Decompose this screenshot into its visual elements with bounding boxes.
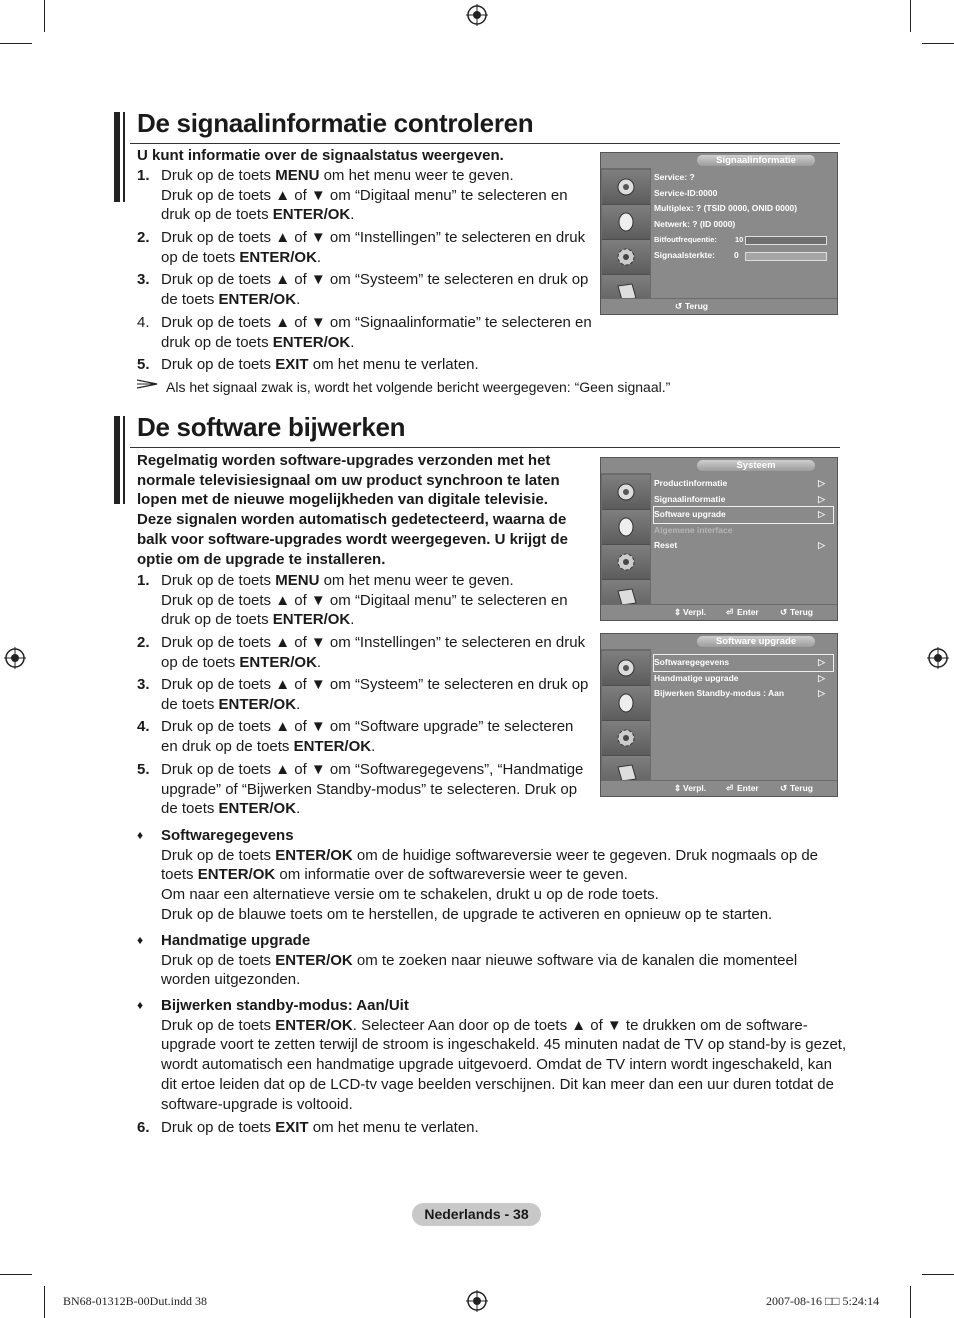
enter-icon: ⏎ (726, 607, 734, 617)
section-accent-bar (114, 416, 120, 504)
print-slug-file: BN68-01312B-00Dut.indd 38 (63, 1294, 207, 1308)
step-3: 3. Druk op de toets ▲ of ▼ om “Systeem” te selecteren en druk op de toets ENTER/OK. (137, 676, 589, 713)
signal-strength-bar (745, 252, 827, 261)
crop-mark (0, 43, 32, 44)
menu-item-algemene-interface[interactable]: Algemene interface (654, 524, 733, 535)
software-upgrade-menu (600, 633, 838, 797)
bullet-diamond-icon: ♦ (137, 998, 144, 1012)
return-icon: ↺ (780, 783, 788, 793)
bullet-diamond-icon: ♦ (137, 828, 144, 842)
section-accent-bar (114, 112, 120, 202)
crop-mark (910, 0, 911, 32)
registration-mark-icon (4, 647, 26, 669)
step-5: 5. Druk op de toets ▲ of ▼ om “Softwaregegevens”, “Handmatige upgrade” of “Bijwerken Standby-modus” te selecteren. Druk op de toets ENTER/OK. (137, 761, 584, 818)
chevron-right-icon: ▷ (818, 493, 825, 504)
step-1: 1. Druk op de toets MENU om het menu weer te geven. Druk op de toets ▲ of ▼ om “Digitaal menu” te selecteren en druk op de toets ENTER/OK. (137, 572, 568, 629)
chevron-right-icon: ▷ (818, 672, 825, 683)
gear-icon (616, 552, 636, 572)
menu-footer (601, 298, 837, 314)
note-arrow-icon (137, 377, 159, 394)
signal-strength-row: Signaalsterkte: 0 (654, 248, 833, 264)
menu-row: Service: ? (654, 172, 695, 182)
step-2: 2. Druk op de toets ▲ of ▼ om “Instellingen” te selecteren en druk op de toets ENTER/OK. (137, 634, 586, 671)
bullet-diamond-icon: ♦ (137, 933, 144, 947)
print-slug-date: 2007-08-16 □□ 5:24:14 (766, 1294, 880, 1308)
bullet-bijwerken-standby: ♦ Bijwerken standby-modus: Aan/Uit Druk op de toets ENTER/OK. Selecteer Aan door op de toets ▲ of ▼ te drukken om de software- upgrade voort te zetten terwijl de stroom is ingeschakeld. 45 minuten nadat de TV op stand-by is gezet, wordt automatisch een handmatige upgrade uitgevoerd. Omdat de TV intern wordt ingeschakeld, kan dit ertoe leiden dat op de LCD-tv vage beelden verschijnen. Dit kan meer dan een uur duren totdat de software-upgrade is voltooid. (137, 997, 847, 1113)
return-label: Terug (790, 607, 813, 617)
menu-item-signaalinformatie[interactable]: Signaalinformatie ▷ (654, 492, 833, 508)
bit-error-value: 10 (735, 235, 744, 244)
menu-title: Systeem (697, 460, 815, 471)
step-4: 4. Druk op de toets ▲ of ▼ om “Software upgrade” te selecteren en druk op de toets ENTER/OK. (137, 718, 574, 755)
section-rule (130, 143, 840, 144)
menu-footer (601, 780, 837, 796)
chevron-right-icon: ▷ (818, 688, 825, 698)
step-3: 3. Druk op de toets ▲ of ▼ om “Systeem” te selecteren en druk op de toets ENTER/OK. (137, 271, 589, 308)
menu-icon-cell (602, 240, 650, 275)
section-rule (130, 447, 840, 448)
menu-icon-column (601, 168, 651, 299)
section-intro: Regelmatig worden software-upgrades verzonden met het normale televisiesignaal om uw product synchroon te laten lopen met de nieuwe mogelijkheden van digitale televisie. Deze signalen worden automatisch gedetecteerd, waarna de balk voor software-upgrades wordt weergegeven. U krijgt de optie om de upgrade te installeren. (137, 452, 568, 568)
crop-mark (44, 1286, 45, 1318)
crop-mark (922, 1274, 954, 1275)
menu-row: Netwerk: ? (ID 0000) (654, 218, 736, 229)
menu-icon-cell (602, 721, 650, 756)
picture-icon (616, 212, 636, 234)
menu-icon-column (601, 649, 651, 781)
chevron-right-icon: ▷ (818, 540, 825, 550)
menu-item-productinformatie[interactable]: Productinformatie ▷ (654, 476, 833, 492)
antenna-dish-icon (616, 177, 636, 197)
menu-title: Software upgrade (697, 636, 815, 647)
move-icon: ⇕ (674, 607, 682, 617)
system-menu (600, 457, 838, 621)
bit-error-row: Bitfoutfrequentie: 10 (654, 232, 833, 248)
section-title: De software bijwerken (137, 412, 406, 442)
menu-icon-cell (602, 651, 650, 686)
chevron-right-icon: ▷ (818, 657, 825, 667)
antenna-dish-icon (616, 658, 636, 678)
move-label: Verpl. (683, 783, 707, 793)
note-text: Als het signaal zwak is, wordt het volgende bericht weergegeven: “Geen signaal.” (166, 379, 671, 395)
step-4: 4. Druk op de toets ▲ of ▼ om “Signaalinformatie” te selecteren en druk op de toets ENTER/OK. (137, 314, 592, 351)
chevron-right-icon: ▷ (818, 478, 825, 488)
menu-row: Service-ID:0000 (654, 187, 718, 198)
menu-item-softwaregegevens[interactable]: Softwaregegevens ▷ (654, 655, 833, 671)
bit-error-bar (745, 236, 827, 245)
bullet-handmatige-upgrade: ♦ Handmatige upgrade Druk op de toets ENTER/OK om te zoeken naar nieuwe software via de kanalen die momenteel worden uitgezonden. (137, 932, 798, 989)
antenna-dish-icon (616, 482, 636, 502)
menu-icon-cell (602, 686, 650, 721)
crop-mark (44, 0, 45, 32)
menu-row: Multiplex: ? (TSID 0000, ONID 0000) (654, 203, 798, 213)
menu-icon-cell (602, 205, 650, 240)
section-accent-bar (123, 112, 125, 202)
signal-strength-value: 0 (734, 249, 739, 260)
menu-footer (601, 604, 837, 620)
registration-mark-icon (466, 4, 488, 26)
enter-label: Enter (737, 607, 759, 617)
menu-item-bijwerken-standby[interactable]: Bijwerken Standby-modus : Aan ▷ (654, 686, 833, 702)
gear-icon (616, 247, 636, 267)
return-label: Terug (790, 783, 813, 793)
bullet-softwaregegevens: ♦ Softwaregegevens Druk op de toets ENTER/OK om de huidige softwareversie weer te gegeven. Druk nogmaals op de toets ENTER/OK om informatie over de softwareversie weer te geven. Om naar een alternatieve versie om te schakelen, drukt u op de rode toets. Druk op de blauwe toets om te herstellen, de upgrade te activeren en opnieuw op te starten. (137, 827, 819, 923)
section-accent-bar (123, 416, 125, 504)
gear-icon (616, 728, 636, 748)
step-6: 6. Druk op de toets EXIT om het menu te verlaten. (137, 1119, 479, 1136)
menu-item-software-upgrade[interactable]: Software upgrade ▷ (654, 507, 833, 523)
return-icon: ↺ (675, 301, 683, 311)
crop-mark (910, 1286, 911, 1318)
menu-item-reset[interactable]: Reset ▷ (654, 538, 833, 554)
section-intro: U kunt informatie over de signaalstatus weergeven. (137, 147, 504, 164)
menu-icon-cell (602, 510, 650, 545)
section-title: De signaalinformatie controleren (137, 108, 534, 138)
step-5: 5. Druk op de toets EXIT om het menu te verlaten. (137, 356, 479, 373)
menu-item-handmatige-upgrade[interactable]: Handmatige upgrade ▷ (654, 671, 833, 687)
registration-mark-icon (927, 647, 949, 669)
step-2: 2. Druk op de toets ▲ of ▼ om “Instellingen” te selecteren en druk op de toets ENTER/OK. (137, 229, 586, 266)
menu-icon-cell (602, 170, 650, 205)
picture-icon (616, 517, 636, 539)
signal-info-menu (600, 152, 838, 315)
page-number-label: Nederlands - 38 (412, 1203, 541, 1226)
step-1: 1. Druk op de toets MENU om het menu weer te geven. Druk op de toets ▲ of ▼ om “Digitaal menu” te selecteren en druk op de toets ENTER/OK. (137, 167, 568, 224)
return-label: Terug (685, 301, 708, 311)
menu-icon-column (601, 473, 651, 605)
crop-mark (922, 43, 954, 44)
enter-label: Enter (737, 783, 759, 793)
picture-icon (616, 693, 636, 715)
crop-mark (0, 1274, 32, 1275)
menu-title: Signaalinformatie (697, 155, 815, 166)
return-icon: ↺ (780, 607, 788, 617)
enter-icon: ⏎ (726, 783, 734, 793)
menu-icon-cell (602, 475, 650, 510)
move-icon: ⇕ (674, 783, 682, 793)
move-label: Verpl. (683, 607, 707, 617)
menu-icon-cell (602, 545, 650, 580)
chevron-right-icon: ▷ (818, 509, 825, 519)
registration-mark-icon (466, 1290, 488, 1312)
